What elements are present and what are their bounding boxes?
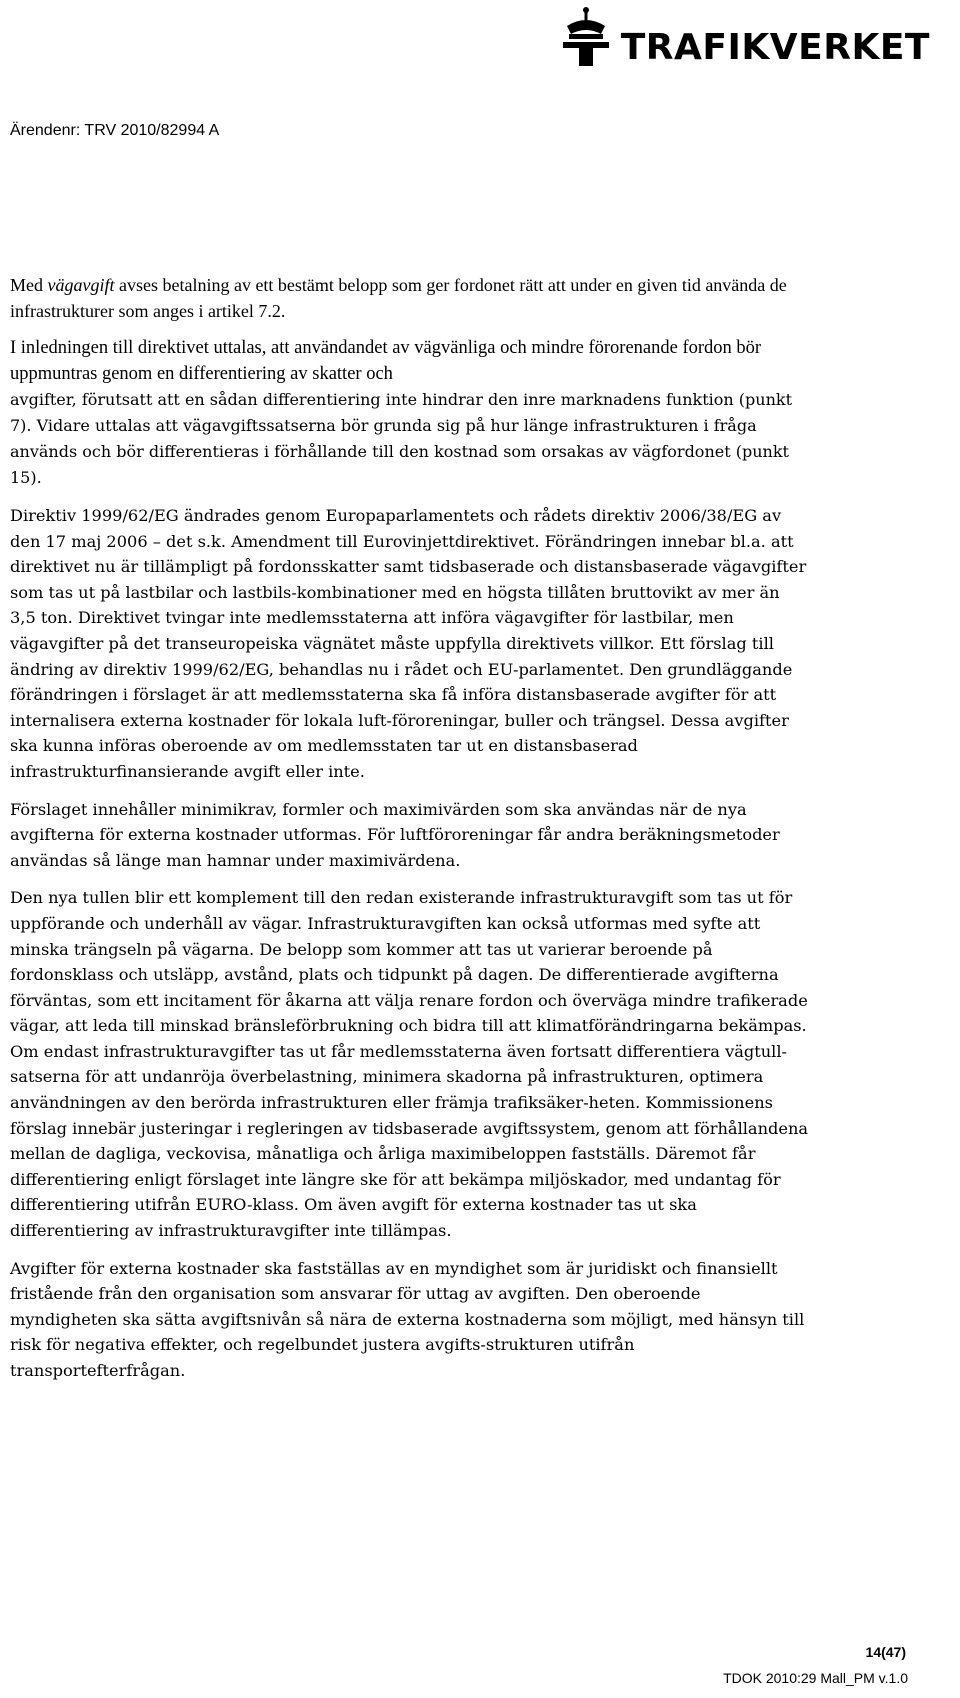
paragraph-definition bbox=[10, 272, 810, 324]
paragraph-toll: Den nya tullen blir ett komplement till den redan existerande infrastrukturavgift som tas ut för uppförande och underhåll av vägar. Infrastrukturavgiften kan också utformas med syfte att minska trängseln på vägarna. De belopp som kommer att tas ut varierar beroende på fordonsklass och utsläpp, avstånd, plats och tidpunkt på dagen. De differentierade avgifterna förväntas, som ett incitament för åkarna att välja renare fordon och överväga mindre trafikerade vägar, att leda till minskad bränsleförbrukning och bidra till att klimatförändringarna bekämpas. Om endast infrastrukturavgifter tas ut får medlemsstaterna även fortsatt differentiera vägtull-satserna för att undanröja överbelastning, minimera skadorna på infrastrukturen, optimera användningen av den berörda infrastrukturen eller främja trafiksäker-heten. Kommissionens förslag innebär justeringar i regleringen av tidsbaserade avgiftssystem, genom att förhållandena mellan de dagliga, veckovisa, månatliga och årliga maximibeloppen fastställs. Däremot får differentiering enligt förslaget inte längre ske för att bekämpa miljöskador, med undantag för differentiering utifrån EURO-klass. Om även avgift för externa kostnader tas ut ska differentiering av infrastrukturavgifter inte tillämpas. bbox=[10, 888, 809, 1241]
case-number: Ärendenr: TRV 2010/82994 A bbox=[10, 122, 220, 139]
paragraph-introduction-continued: avgifter, förutsatt att en sådan differentiering inte hindrar den inre marknadens funktion (punkt 7). Vidare uttalas att vägavgiftssatserna bör grunda sig på hur länge infrastrukturen i fråga används och bör differentieras i förhållande till den kostnad som orsakas av vägfordonet (punkt 15). bbox=[10, 390, 792, 487]
logo-text: TRAFIKVERKET bbox=[620, 27, 930, 68]
trafikverket-logo bbox=[557, 4, 930, 70]
document-body bbox=[10, 272, 810, 1384]
definition-term: vägavgift bbox=[47, 275, 115, 295]
paragraph-introduction: I inledningen till direktivet uttalas, att användandet av vägvänliga och mindre förorenande fordon bör uppmuntras genom en differentiering av skatter och bbox=[10, 338, 762, 384]
paragraph-proposal: Förslaget innehåller minimikrav, formler och maximivärden som ska användas när de nya avgifterna för externa kostnader utformas. För luftföroreningar får andra beräkningsmetoder användas så länge man hamnar under maximivärdena. bbox=[10, 799, 780, 870]
definition-text: avses betalning av ett bestämt belopp som ger fordonet rätt att under en given tid använda de infrastrukturer som anges i artikel 7.2. bbox=[10, 275, 787, 321]
definition-intro: Med bbox=[10, 275, 48, 295]
page-number: 14(47) bbox=[865, 1644, 906, 1660]
paragraph-authority: Avgifter för externa kostnader ska fastställas av en myndighet som är juridiskt och finansiellt fristående från den organisation som ansvarar för uttag av avgiften. Den oberoende myndigheten ska sätta avgiftsnivån så nära de externa kostnaderna som möjligt, med hänsyn till risk för negativa effekter, och regelbundet justera avgifts-strukturen utifrån transportefterfrågan. bbox=[10, 1258, 805, 1380]
crown-icon bbox=[557, 4, 615, 70]
document-template-id: TDOK 2010:29 Mall_PM v.1.0 bbox=[723, 1670, 908, 1686]
paragraph-amendment: Direktiv 1999/62/EG ändrades genom Europaparlamentets och rådets direktiv 2006/38/EG av den 17 maj 2006 – det s.k. Amendment till Eurovinjettdirektivet. Förändringen innebar bl.a. att direktivet nu är tillämpligt på fordonsskatter samt tidsbaserade och distansbaserade vägavgifter som tas ut på lastbilar och lastbils-kombinationer med en högsta tillåten bruttovikt av mer än 3,5 ton. Direktivet tvingar inte medlemsstaterna att införa vägavgifter för lastbilar, men vägavgifter på det transeuropeiska vägnätet måste uppfylla direktivets villkor. Ett förslag till ändring av direktiv 1999/62/EG, behandlas nu i rådet och EU-parlamentet. Den grundläggande förändringen i förslaget är att medlemsstaterna ska få införa distansbaserade avgifter för att internalisera externa kostnader för lokala luft-föroreningar, buller och trängsel. Dessa avgifter ska kunna införas oberoende av om medlemsstaten tar ut en distansbaserad infrastrukturfinansierande avgift eller inte. bbox=[10, 506, 807, 781]
